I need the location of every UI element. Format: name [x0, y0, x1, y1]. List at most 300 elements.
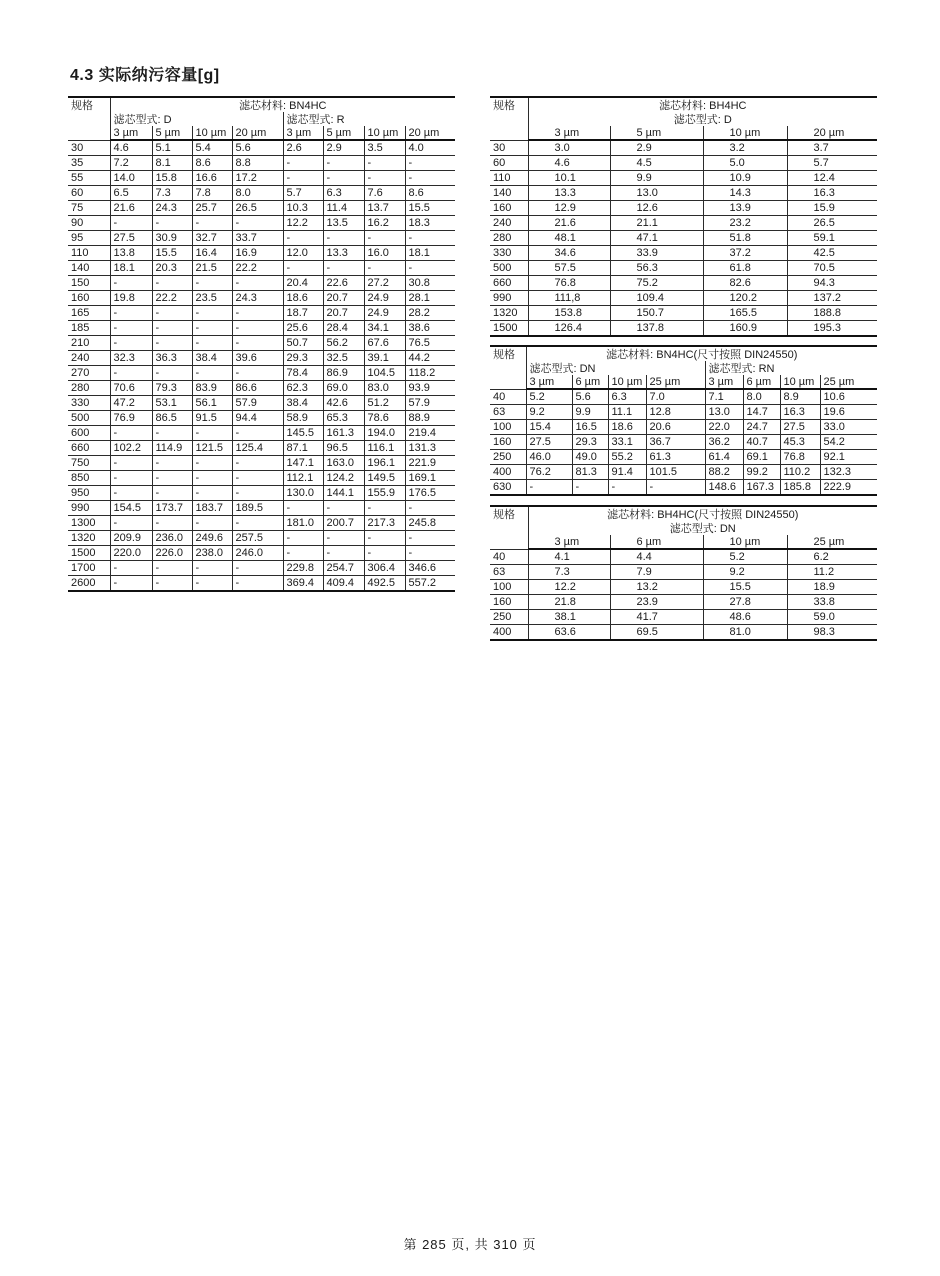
table-row: [68, 321, 455, 336]
value-cell: 20.4: [283, 276, 323, 291]
spec-cell: 630: [490, 480, 526, 496]
value-cell: -: [192, 486, 232, 501]
value-cell: 111,8: [528, 291, 610, 306]
table-row: [490, 435, 877, 450]
spec-cell: 500: [490, 261, 528, 276]
value-cell: 75.2: [610, 276, 703, 291]
value-cell: -: [323, 261, 364, 276]
value-cell: 44.2: [405, 351, 455, 366]
table-row: [490, 291, 877, 306]
value-cell: -: [283, 261, 323, 276]
value-cell: 185.8: [780, 480, 820, 496]
value-cell: 14.3: [703, 186, 787, 201]
table-row: [490, 580, 877, 595]
value-cell: 67.6: [364, 336, 405, 351]
value-cell: 101.5: [646, 465, 705, 480]
value-cell: 249.6: [192, 531, 232, 546]
value-cell: 169.1: [405, 471, 455, 486]
spec-header: 规格: [68, 97, 110, 140]
value-cell: 116.1: [364, 441, 405, 456]
table-row: [490, 549, 877, 565]
table-row: [490, 261, 877, 276]
value-cell: 12.4: [787, 171, 877, 186]
value-cell: 194.0: [364, 426, 405, 441]
value-cell: 121.5: [192, 441, 232, 456]
type-header-dn: 滤芯型式: DN: [669, 523, 736, 535]
value-cell: 4.0: [405, 140, 455, 156]
value-cell: -: [152, 516, 192, 531]
spec-cell: 400: [490, 465, 526, 480]
value-cell: 165.5: [703, 306, 787, 321]
table-row: [68, 546, 455, 561]
value-cell: -: [323, 156, 364, 171]
spec-cell: 100: [490, 420, 526, 435]
table-row: [68, 246, 455, 261]
micron-row: [490, 535, 877, 549]
spec-cell: 1300: [68, 516, 110, 531]
spec-cell: 850: [68, 471, 110, 486]
value-cell: 102.2: [110, 441, 152, 456]
value-cell: 6.5: [110, 186, 152, 201]
spec-header: 规格: [490, 97, 528, 140]
value-cell: 7.6: [364, 186, 405, 201]
value-cell: 155.9: [364, 486, 405, 501]
value-cell: -: [364, 501, 405, 516]
value-cell: 96.5: [323, 441, 364, 456]
value-cell: 5.4: [192, 140, 232, 156]
type-row: [68, 112, 455, 126]
table-row: [68, 486, 455, 501]
value-cell: 24.7: [743, 420, 780, 435]
value-cell: 13.2: [610, 580, 703, 595]
value-cell: 163.0: [323, 456, 364, 471]
table-row: [68, 261, 455, 276]
value-cell: 14.0: [110, 171, 152, 186]
table-row: [68, 381, 455, 396]
value-cell: 70.6: [110, 381, 152, 396]
spec-cell: 35: [68, 156, 110, 171]
value-cell: 61.8: [703, 261, 787, 276]
value-cell: 245.8: [405, 516, 455, 531]
value-cell: 154.5: [110, 501, 152, 516]
value-cell: 5.0: [703, 156, 787, 171]
value-cell: -: [110, 486, 152, 501]
spec-cell: 140: [490, 186, 528, 201]
table-row: [68, 531, 455, 546]
material-row: [490, 506, 877, 521]
table-row: [68, 201, 455, 216]
table-row: [68, 186, 455, 201]
value-cell: 42.6: [323, 396, 364, 411]
spec-cell: 185: [68, 321, 110, 336]
value-cell: 137.8: [610, 321, 703, 337]
value-cell: -: [192, 306, 232, 321]
material-header: 滤芯材料: BH4HC: [659, 100, 747, 112]
value-cell: 87.1: [283, 441, 323, 456]
value-cell: 229.8: [283, 561, 323, 576]
value-cell: -: [152, 576, 192, 592]
value-cell: 32.5: [323, 351, 364, 366]
table-row: [68, 501, 455, 516]
value-cell: 13.3: [323, 246, 364, 261]
micron-header: 5 µm: [610, 126, 703, 140]
table-row: [490, 186, 877, 201]
value-cell: 94.3: [787, 276, 877, 291]
table-row: [490, 216, 877, 231]
value-cell: -: [192, 426, 232, 441]
value-cell: 209.9: [110, 531, 152, 546]
spec-cell: 100: [490, 580, 528, 595]
table-row: [68, 276, 455, 291]
spec-cell: 2600: [68, 576, 110, 592]
spec-cell: 1320: [490, 306, 528, 321]
value-cell: -: [405, 531, 455, 546]
value-cell: 33.1: [608, 435, 646, 450]
spec-cell: 110: [68, 246, 110, 261]
value-cell: 196.1: [364, 456, 405, 471]
value-cell: -: [192, 336, 232, 351]
table-container-bh4hc-din24550: [490, 505, 877, 641]
value-cell: 145.5: [283, 426, 323, 441]
table-row: [68, 140, 455, 156]
value-cell: 12.0: [283, 246, 323, 261]
value-cell: 4.1: [528, 549, 610, 565]
micron-header: 5 µm: [323, 126, 364, 140]
value-cell: 76.8: [528, 276, 610, 291]
spec-cell: 660: [68, 441, 110, 456]
value-cell: 40.7: [743, 435, 780, 450]
value-cell: 27.2: [364, 276, 405, 291]
value-cell: 8.6: [192, 156, 232, 171]
value-cell: 7.8: [192, 186, 232, 201]
micron-header: 3 µm: [110, 126, 152, 140]
value-cell: 236.0: [152, 531, 192, 546]
value-cell: 200.7: [323, 516, 364, 531]
value-cell: 10.1: [528, 171, 610, 186]
spec-cell: 1700: [68, 561, 110, 576]
value-cell: 23.2: [703, 216, 787, 231]
value-cell: 10.6: [820, 389, 877, 405]
value-cell: 492.5: [364, 576, 405, 592]
value-cell: 3.7: [787, 140, 877, 156]
type-header-r: 滤芯型式: R: [283, 112, 455, 126]
spec-cell: 110: [490, 171, 528, 186]
value-cell: 13.9: [703, 201, 787, 216]
value-cell: 22.6: [323, 276, 364, 291]
value-cell: 15.5: [152, 246, 192, 261]
value-cell: 27.5: [526, 435, 572, 450]
value-cell: -: [232, 471, 283, 486]
value-cell: 21.6: [528, 216, 610, 231]
value-cell: 167.3: [743, 480, 780, 496]
table-row: [490, 140, 877, 156]
value-cell: 6.3: [608, 389, 646, 405]
value-cell: 188.8: [787, 306, 877, 321]
table-row: [490, 480, 877, 496]
value-cell: 23.5: [192, 291, 232, 306]
value-cell: 149.5: [364, 471, 405, 486]
value-cell: -: [192, 366, 232, 381]
value-cell: 15.8: [152, 171, 192, 186]
value-cell: 58.9: [283, 411, 323, 426]
value-cell: 29.3: [283, 351, 323, 366]
value-cell: 346.6: [405, 561, 455, 576]
value-cell: 30.9: [152, 231, 192, 246]
value-cell: 78.4: [283, 366, 323, 381]
table-row: [490, 625, 877, 641]
value-cell: -: [323, 171, 364, 186]
value-cell: 221.9: [405, 456, 455, 471]
value-cell: 42.5: [787, 246, 877, 261]
value-cell: 36.3: [152, 351, 192, 366]
micron-row: [68, 126, 455, 140]
value-cell: -: [110, 456, 152, 471]
value-cell: 125.4: [232, 441, 283, 456]
value-cell: 11.4: [323, 201, 364, 216]
value-cell: -: [364, 261, 405, 276]
table-row: [68, 441, 455, 456]
value-cell: 3.2: [703, 140, 787, 156]
table-row: [490, 565, 877, 580]
value-cell: 70.5: [787, 261, 877, 276]
micron-header: 10 µm: [608, 375, 646, 389]
value-cell: -: [232, 426, 283, 441]
value-cell: 57.5: [528, 261, 610, 276]
material-row: [490, 346, 877, 361]
value-cell: 22.0: [705, 420, 743, 435]
value-cell: -: [526, 480, 572, 496]
spec-cell: 330: [68, 396, 110, 411]
table-row: [490, 405, 877, 420]
value-cell: 99.2: [743, 465, 780, 480]
value-cell: 38.6: [405, 321, 455, 336]
value-cell: 5.6: [232, 140, 283, 156]
value-cell: 54.2: [820, 435, 877, 450]
value-cell: 217.3: [364, 516, 405, 531]
value-cell: 124.2: [323, 471, 364, 486]
value-cell: 28.1: [405, 291, 455, 306]
value-cell: 38.4: [283, 396, 323, 411]
value-cell: 15.4: [526, 420, 572, 435]
value-cell: 51.8: [703, 231, 787, 246]
micron-header: 20 µm: [405, 126, 455, 140]
table-row: [490, 171, 877, 186]
value-cell: -: [192, 216, 232, 231]
value-cell: 76.2: [526, 465, 572, 480]
table-row: [68, 171, 455, 186]
value-cell: 13.5: [323, 216, 364, 231]
value-cell: 118.2: [405, 366, 455, 381]
value-cell: 7.9: [610, 565, 703, 580]
value-cell: -: [110, 306, 152, 321]
table-row: [490, 231, 877, 246]
table-row: [68, 576, 455, 592]
value-cell: 189.5: [232, 501, 283, 516]
value-cell: -: [232, 486, 283, 501]
table-row: [68, 456, 455, 471]
value-cell: 5.1: [152, 140, 192, 156]
value-cell: 61.3: [646, 450, 705, 465]
value-cell: 45.3: [780, 435, 820, 450]
value-cell: 9.9: [610, 171, 703, 186]
value-cell: 9.9: [572, 405, 608, 420]
value-cell: 150.7: [610, 306, 703, 321]
value-cell: 30.8: [405, 276, 455, 291]
value-cell: 4.4: [610, 549, 703, 565]
value-cell: -: [110, 471, 152, 486]
micron-header: 20 µm: [232, 126, 283, 140]
value-cell: 62.3: [283, 381, 323, 396]
value-cell: 24.3: [232, 291, 283, 306]
type-header-rn: 滤芯型式: RN: [705, 361, 877, 375]
value-cell: 409.4: [323, 576, 364, 592]
spec-cell: 40: [490, 549, 528, 565]
value-cell: 112.1: [283, 471, 323, 486]
value-cell: 22.2: [232, 261, 283, 276]
micron-header: 5 µm: [152, 126, 192, 140]
table-row: [68, 156, 455, 171]
value-cell: 63.6: [528, 625, 610, 641]
value-cell: 238.0: [192, 546, 232, 561]
table-row: [68, 426, 455, 441]
micron-header: 25 µm: [787, 535, 877, 549]
value-cell: 7.3: [528, 565, 610, 580]
table-bh4hc-din24550: [490, 505, 877, 641]
value-cell: 13.0: [610, 186, 703, 201]
value-cell: 92.1: [820, 450, 877, 465]
value-cell: 20.6: [646, 420, 705, 435]
value-cell: -: [152, 276, 192, 291]
value-cell: -: [283, 501, 323, 516]
value-cell: -: [232, 576, 283, 592]
spec-cell: 990: [490, 291, 528, 306]
table-row: [490, 465, 877, 480]
value-cell: 33.7: [232, 231, 283, 246]
value-cell: 147.1: [283, 456, 323, 471]
value-cell: 26.5: [232, 201, 283, 216]
value-cell: -: [152, 366, 192, 381]
value-cell: -: [232, 321, 283, 336]
spec-cell: 600: [68, 426, 110, 441]
table-row: [490, 246, 877, 261]
value-cell: 160.9: [703, 321, 787, 337]
value-cell: 130.0: [283, 486, 323, 501]
spec-header: 规格: [490, 346, 526, 389]
value-cell: 20.3: [152, 261, 192, 276]
value-cell: 25.7: [192, 201, 232, 216]
value-cell: -: [152, 486, 192, 501]
value-cell: 98.3: [787, 625, 877, 641]
value-cell: -: [323, 501, 364, 516]
value-cell: 47.2: [110, 396, 152, 411]
value-cell: 93.9: [405, 381, 455, 396]
table-row: [68, 561, 455, 576]
value-cell: 16.9: [232, 246, 283, 261]
page-title: 4.3 实际纳污容量[g]: [70, 67, 220, 84]
value-cell: 91.4: [608, 465, 646, 480]
value-cell: 21.8: [528, 595, 610, 610]
spec-cell: 750: [68, 456, 110, 471]
value-cell: 7.1: [705, 389, 743, 405]
value-cell: 57.9: [405, 396, 455, 411]
micron-row: [490, 375, 877, 389]
table-row: [68, 396, 455, 411]
value-cell: 246.0: [232, 546, 283, 561]
value-cell: -: [405, 261, 455, 276]
spec-cell: 280: [490, 231, 528, 246]
value-cell: 38.1: [528, 610, 610, 625]
value-cell: 8.8: [232, 156, 283, 171]
table-row: [68, 336, 455, 351]
value-cell: 37.2: [703, 246, 787, 261]
value-cell: 14.7: [743, 405, 780, 420]
table-row: [68, 231, 455, 246]
value-cell: -: [405, 501, 455, 516]
value-cell: 222.9: [820, 480, 877, 496]
value-cell: 11.1: [608, 405, 646, 420]
value-cell: 2.9: [323, 140, 364, 156]
value-cell: 4.5: [610, 156, 703, 171]
micron-header: 10 µm: [780, 375, 820, 389]
table-bn4hc: [68, 96, 455, 592]
value-cell: 91.5: [192, 411, 232, 426]
value-cell: 219.4: [405, 426, 455, 441]
value-cell: 21.5: [192, 261, 232, 276]
value-cell: 33.9: [610, 246, 703, 261]
type-header-dn: 滤芯型式: DN: [529, 363, 596, 375]
value-cell: 78.6: [364, 411, 405, 426]
table-row: [68, 516, 455, 531]
value-cell: 79.3: [152, 381, 192, 396]
value-cell: 18.6: [608, 420, 646, 435]
table-row: [490, 450, 877, 465]
table-row: [68, 216, 455, 231]
value-cell: 19.8: [110, 291, 152, 306]
value-cell: -: [364, 171, 405, 186]
value-cell: 39.6: [232, 351, 283, 366]
value-cell: -: [152, 336, 192, 351]
value-cell: 12.8: [646, 405, 705, 420]
value-cell: -: [152, 561, 192, 576]
value-cell: 20.7: [323, 306, 364, 321]
value-cell: 69.0: [323, 381, 364, 396]
value-cell: -: [405, 231, 455, 246]
value-cell: 18.1: [405, 246, 455, 261]
value-cell: 47.1: [610, 231, 703, 246]
value-cell: 7.2: [110, 156, 152, 171]
value-cell: 10.3: [283, 201, 323, 216]
value-cell: 15.5: [703, 580, 787, 595]
value-cell: 33.8: [787, 595, 877, 610]
value-cell: 76.5: [405, 336, 455, 351]
value-cell: 41.7: [610, 610, 703, 625]
value-cell: -: [152, 426, 192, 441]
value-cell: -: [110, 426, 152, 441]
value-cell: 9.2: [703, 565, 787, 580]
value-cell: 32.7: [192, 231, 232, 246]
value-cell: -: [110, 366, 152, 381]
value-cell: -: [405, 156, 455, 171]
value-cell: 21.6: [110, 201, 152, 216]
micron-header: 25 µm: [820, 375, 877, 389]
value-cell: 27.5: [110, 231, 152, 246]
value-cell: 2.9: [610, 140, 703, 156]
value-cell: -: [646, 480, 705, 496]
spec-cell: 1500: [490, 321, 528, 337]
value-cell: 5.6: [572, 389, 608, 405]
value-cell: 28.4: [323, 321, 364, 336]
value-cell: 12.9: [528, 201, 610, 216]
